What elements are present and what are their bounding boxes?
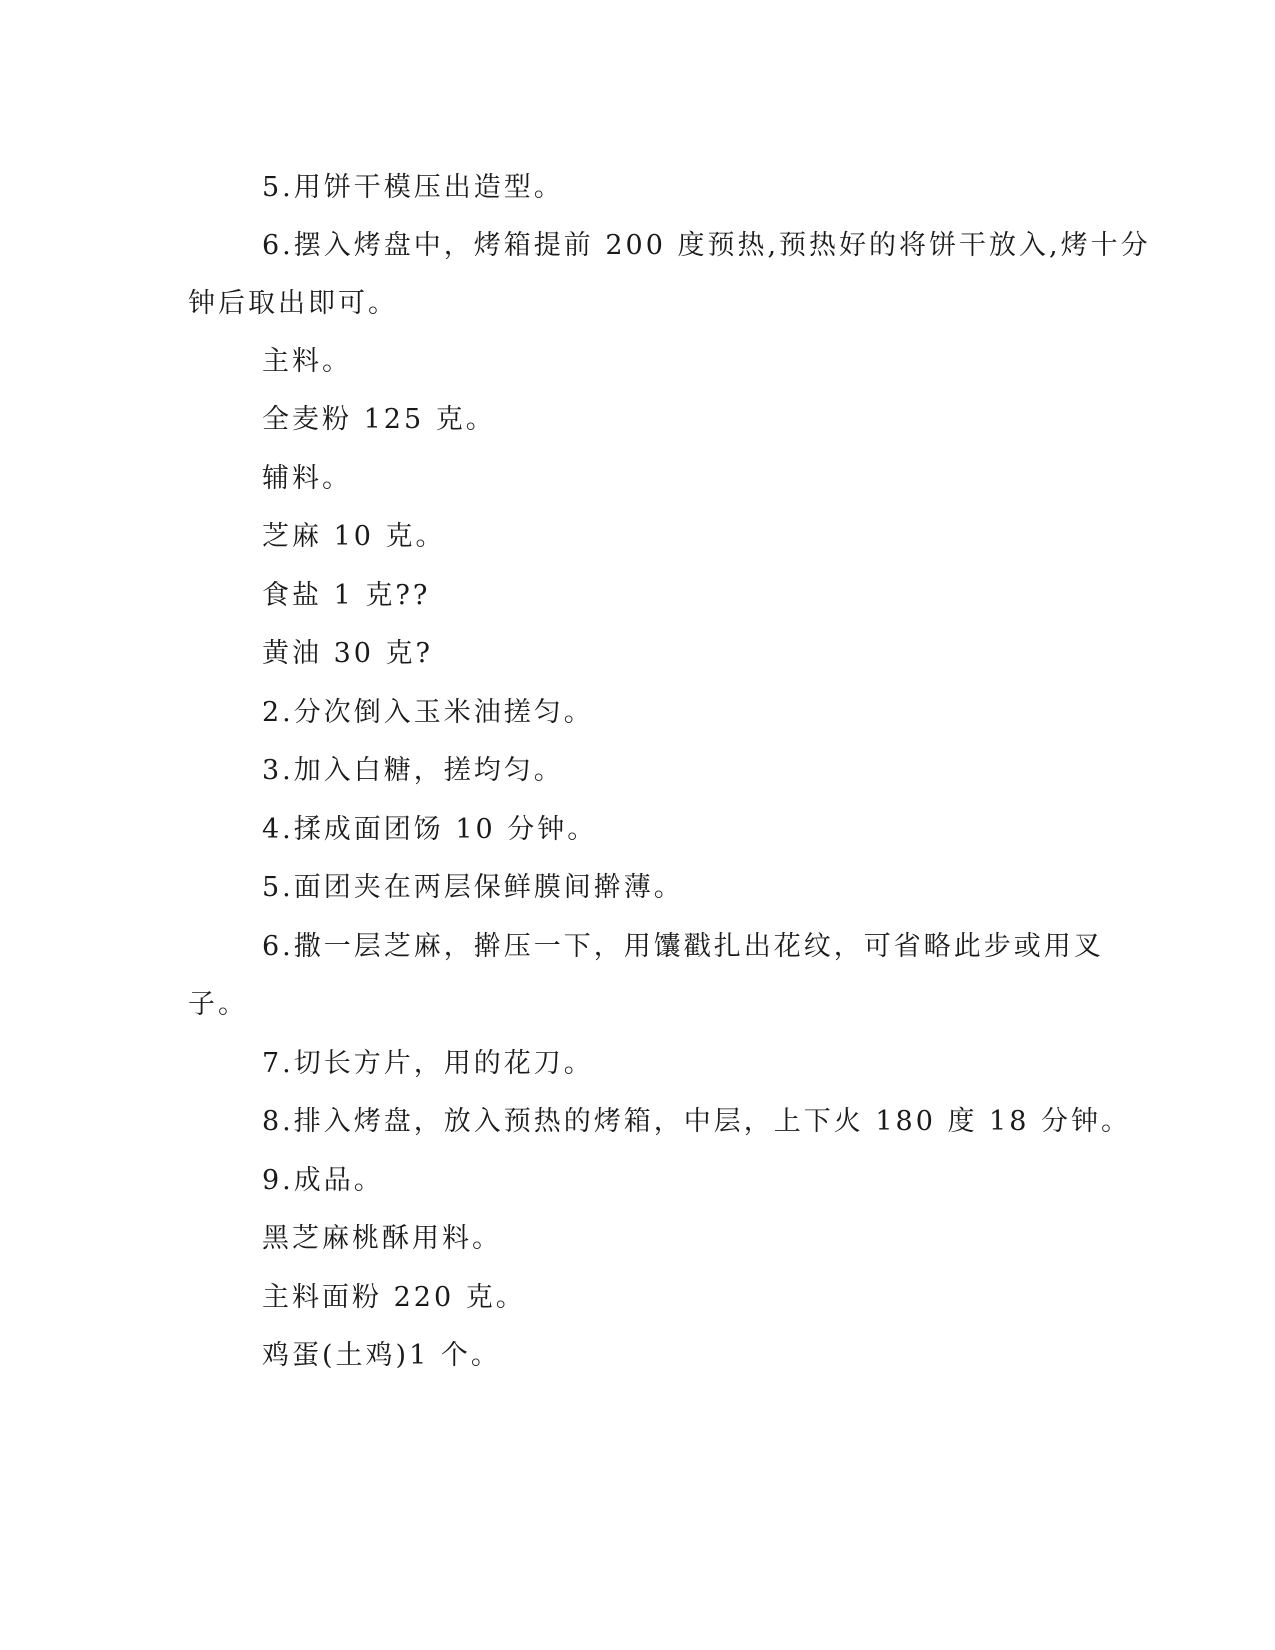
paragraph-line: 芝麻 10 克。 [262, 521, 446, 552]
paragraph-line: 5.面团夹在两层保鲜膜间擀薄。 [262, 872, 684, 903]
paragraph-line: 3.加入白糖，搓均匀。 [262, 755, 564, 786]
paragraph-line: 9.成品。 [262, 1165, 384, 1196]
paragraph-line: 黑芝麻桃酥用料。 [262, 1223, 502, 1254]
paragraph-line: 7.切长方片，用的花刀。 [262, 1048, 594, 1079]
paragraph-line: 主料面粉 220 克。 [262, 1282, 526, 1313]
paragraph-line: 鸡蛋(土鸡)1 个。 [262, 1340, 501, 1371]
paragraph-line: 6.摆入烤盘中，烤箱提前 200 度预热,预热好的将饼干放入,烤十分 [262, 230, 1151, 261]
paragraph-line: 主料。 [262, 346, 352, 377]
paragraph-line: 2.分次倒入玉米油搓匀。 [262, 697, 594, 728]
paragraph-line: 8.排入烤盘，放入预热的烤箱，中层，上下火 180 度 18 分钟。 [262, 1106, 1131, 1137]
paragraph-line: 5.用饼干模压出造型。 [262, 172, 564, 203]
paragraph-line-continued: 钟后取出即可。 [188, 288, 398, 319]
paragraph-line: 黄油 30 克? [262, 638, 433, 669]
paragraph-line: 全麦粉 125 克。 [262, 404, 496, 435]
paragraph-line-continued: 子。 [188, 989, 248, 1020]
paragraph-line: 辅料。 [262, 463, 352, 494]
paragraph-line: 4.揉成面团饧 10 分钟。 [262, 814, 598, 845]
paragraph-line: 食盐 1 克?? [262, 580, 431, 611]
paragraph-line: 6.撒一层芝麻，擀压一下，用馕戳扎出花纹，可省略此步或用叉 [262, 931, 1104, 962]
